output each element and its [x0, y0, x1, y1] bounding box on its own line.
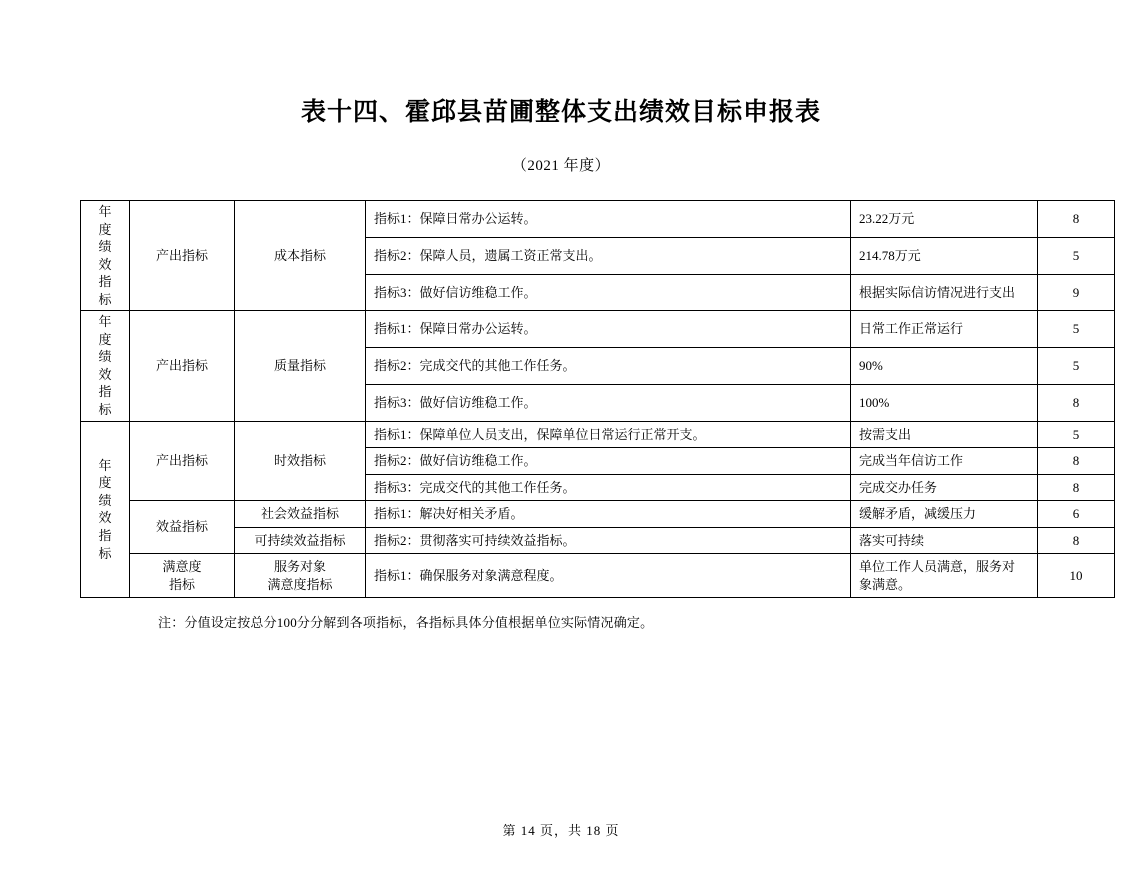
- group-label-text: 年度绩效指标: [98, 314, 112, 418]
- level2-cell: 质量指标: [235, 311, 366, 421]
- performance-target-table: [80, 200, 1115, 598]
- level2-cell: [235, 554, 366, 598]
- value-cell: 缓解矛盾，减缓压力: [851, 501, 1038, 528]
- score-cell: 6: [1038, 501, 1115, 528]
- table-note: 注：分值设定按总分100分分解到各项指标，各指标具体分值根据单位实际情况确定。: [158, 615, 654, 631]
- score-cell: 8: [1038, 474, 1115, 501]
- page-title: 表十四、霍邱县苗圃整体支出绩效目标申报表: [300, 99, 821, 126]
- group-label-text: 年度绩效指标: [98, 457, 112, 561]
- indicator-cell: 指标1：保障日常办公运转。: [366, 311, 851, 348]
- level1-cell: 产出指标: [130, 201, 235, 311]
- value-line2: 象满意。: [859, 576, 912, 592]
- group-label-text: 年度绩效指标: [98, 204, 112, 307]
- value-cell: 落实可持续: [851, 527, 1038, 554]
- level2-cell: 时效指标: [235, 421, 366, 501]
- value-cell: [851, 554, 1038, 598]
- score-cell: 10: [1038, 554, 1115, 598]
- indicator-cell: 指标2：保障人员，遗属工资正常支出。: [366, 237, 851, 274]
- indicator-cell: 指标2：做好信访维稳工作。: [366, 448, 851, 475]
- score-cell: 9: [1038, 274, 1115, 311]
- level2-line2: 满意度指标: [267, 576, 333, 592]
- value-cell: 按需支出: [851, 421, 1038, 448]
- document-page: [0, 92, 1122, 885]
- table-row: [81, 554, 1115, 598]
- score-cell: 8: [1038, 201, 1115, 238]
- indicator-cell: 指标1：保障单位人员支出，保障单位日常运行正常开支。: [366, 421, 851, 448]
- indicator-cell: 指标2：完成交代的其他工作任务。: [366, 348, 851, 385]
- value-cell: 根据实际信访情况进行支出: [851, 274, 1038, 311]
- group-label-cell: [81, 311, 130, 421]
- value-line1: 单位工作人员满意，服务对: [859, 559, 1016, 575]
- table-row: [81, 527, 1115, 554]
- score-cell: 5: [1038, 421, 1115, 448]
- level2-cell: 成本指标: [235, 201, 366, 311]
- table-row: [81, 311, 1115, 348]
- score-cell: 8: [1038, 384, 1115, 421]
- level2-cell: 社会效益指标: [235, 501, 366, 528]
- table-row: [81, 421, 1115, 448]
- score-cell: 5: [1038, 237, 1115, 274]
- value-cell: 日常工作正常运行: [851, 311, 1038, 348]
- level1-cell: 产出指标: [130, 421, 235, 501]
- group-label-cell: [81, 421, 130, 598]
- page-subtitle: （2021 年度）: [511, 158, 611, 174]
- indicator-cell: 指标2：贯彻落实可持续效益指标。: [366, 527, 851, 554]
- value-cell: 完成交办任务: [851, 474, 1038, 501]
- level1-line1: 满意度: [162, 559, 202, 575]
- indicator-cell: 指标3：做好信访维稳工作。: [366, 274, 851, 311]
- indicator-cell: 指标1：确保服务对象满意程度。: [366, 554, 851, 598]
- value-cell: 23.22万元: [851, 201, 1038, 238]
- score-cell: 5: [1038, 348, 1115, 385]
- level1-line2: 指标: [168, 576, 195, 592]
- value-cell: 214.78万元: [851, 237, 1038, 274]
- group-label-cell: [81, 201, 130, 311]
- value-cell: 100%: [851, 384, 1038, 421]
- value-cell: 完成当年信访工作: [851, 448, 1038, 475]
- indicator-cell: 指标3：完成交代的其他工作任务。: [366, 474, 851, 501]
- score-cell: 8: [1038, 527, 1115, 554]
- level2-cell: 可持续效益指标: [235, 527, 366, 554]
- table-row: [81, 501, 1115, 528]
- level1-cell: 产出指标: [130, 311, 235, 421]
- level1-cell: [130, 554, 235, 598]
- score-cell: 8: [1038, 448, 1115, 475]
- page-footer: 第 14 页，共 18 页: [502, 823, 620, 838]
- indicator-cell: 指标1：保障日常办公运转。: [366, 201, 851, 238]
- score-cell: 5: [1038, 311, 1115, 348]
- table-row: [81, 201, 1115, 238]
- level2-line1: 服务对象: [273, 559, 326, 575]
- value-cell: 90%: [851, 348, 1038, 385]
- indicator-cell: 指标3：做好信访维稳工作。: [366, 384, 851, 421]
- level1-cell: 效益指标: [130, 501, 235, 554]
- indicator-cell: 指标1：解决好相关矛盾。: [366, 501, 851, 528]
